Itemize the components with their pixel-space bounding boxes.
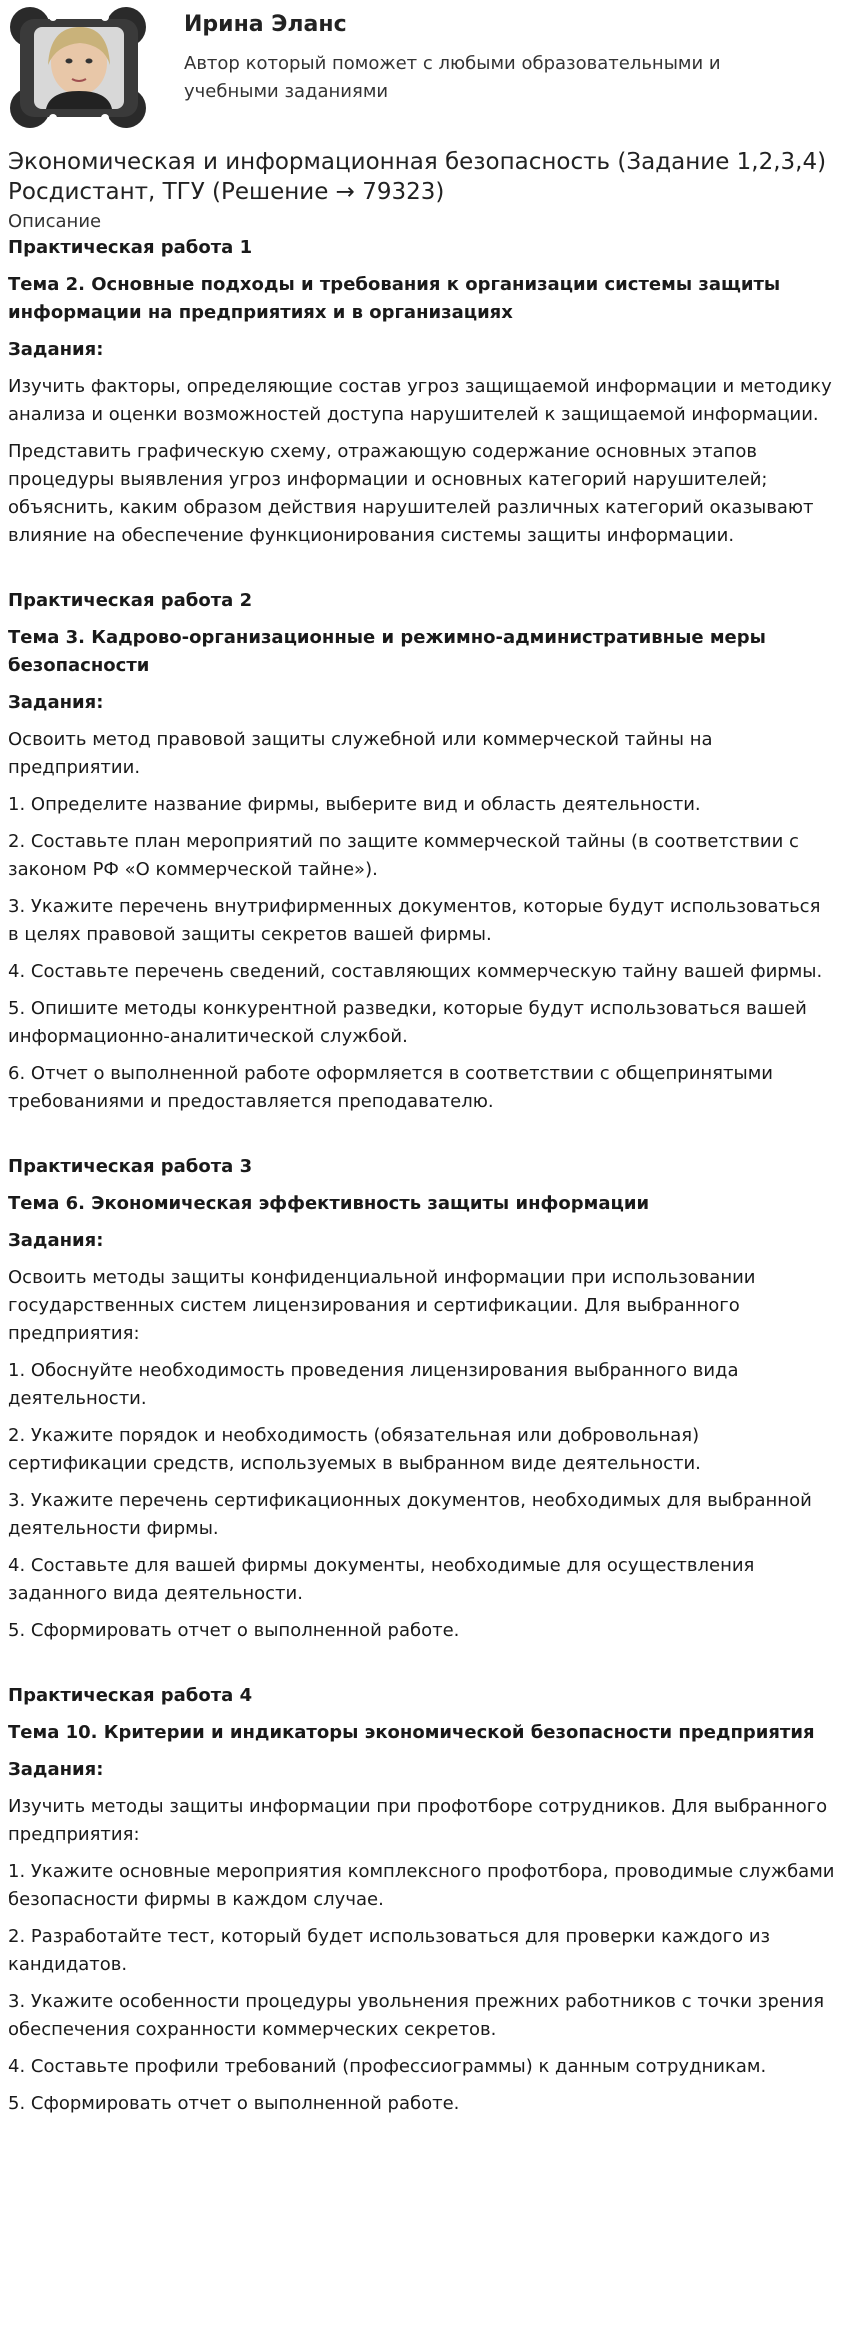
tab-description[interactable]: Описание	[8, 211, 102, 232]
work-title: Практическая работа 2	[8, 590, 253, 611]
task-item: 5. Сформировать отчет о выполненной работе.	[8, 1620, 460, 1641]
task-item: 1. Определите название фирмы, выберите вид и область деятельности.	[8, 794, 701, 815]
task-paragraph: Изучить методы защиты информации при профотборе сотрудников. Для выбранного предприятия:	[8, 1796, 828, 1845]
task-paragraph: Представить графическую схему, отражающую содержание основных этапов процедуры выявления угроз информации и основных категорий нарушителей; объяснить, каким образом действия нарушителей различных категорий оказывают влияние на обеспечение функционирования системы защиты информации.	[8, 441, 814, 546]
product-content	[8, 147, 836, 2127]
practical-work-1	[8, 234, 836, 550]
task-item: 5. Сформировать отчет о выполненной работе.	[8, 2093, 460, 2114]
page-title: Экономическая и информационная безопасность (Задание 1,2,3,4) Росдистант, ТГУ (Решение → 79323)	[8, 149, 827, 205]
practical-work-2	[8, 587, 836, 1116]
avatar-photo	[8, 5, 150, 130]
work-title: Практическая работа 1	[8, 237, 253, 258]
author-name[interactable]: Ирина Эланс	[184, 12, 347, 37]
section-gap	[8, 559, 836, 587]
tasks-label: Задания:	[8, 1230, 104, 1251]
work-topic: Тема 2. Основные подходы и требования к организации системы защиты информации на предприятиях и в организациях	[8, 274, 781, 323]
task-paragraph: Изучить факторы, определяющие состав угроз защищаемой информации и методику анализа и оценки возможностей доступа нарушителей к защищаемой информации.	[8, 376, 832, 425]
task-item: 2. Разработайте тест, который будет использоваться для проверки каждого из кандидатов.	[8, 1926, 771, 1975]
task-item: 4. Составьте для вашей фирмы документы, необходимые для осуществления заданного вида деятельности.	[8, 1555, 755, 1604]
section-gap	[8, 1125, 836, 1153]
task-paragraph: Освоить метод правовой защиты служебной или коммерческой тайны на предприятии.	[8, 729, 713, 778]
task-item: 1. Укажите основные мероприятия комплексного профотбора, проводимые службами безопасности фирмы в каждом случае.	[8, 1861, 835, 1910]
task-item: 2. Укажите порядок и необходимость (обязательная или добровольная) сертификации средств, используемых в выбранном виде деятельности.	[8, 1425, 701, 1474]
task-item: 3. Укажите перечень сертификационных документов, необходимых для выбранной деятельности фирмы.	[8, 1490, 812, 1539]
work-topic: Тема 10. Критерии и индикаторы экономической безопасности предприятия	[8, 1722, 815, 1743]
task-item: 3. Укажите перечень внутрифирменных документов, которые будут использоваться в целях правовой защиты секретов вашей фирмы.	[8, 896, 821, 945]
task-item: 6. Отчет о выполненной работе оформляется в соответствии с общепринятыми требованиями и предоставляется преподавателю.	[8, 1063, 773, 1112]
work-topic: Тема 6. Экономическая эффективность защиты информации	[8, 1193, 650, 1214]
task-item: 3. Укажите особенности процедуры увольнения прежних работников с точки зрения обеспечения сохранности коммерческих секретов.	[8, 1991, 825, 2040]
avatar[interactable]	[8, 5, 150, 130]
task-item: 4. Составьте перечень сведений, составляющих коммерческую тайну вашей фирмы.	[8, 961, 823, 982]
section-gap	[8, 1654, 836, 1682]
tasks-label: Задания:	[8, 1759, 104, 1780]
task-item: 2. Составьте план мероприятий по защите коммерческой тайны (в соответствии с законом РФ «О коммерческой тайне»).	[8, 831, 799, 880]
work-title: Практическая работа 3	[8, 1156, 253, 1177]
task-item: 4. Составьте профили требований (профессиограммы) к данным сотрудникам.	[8, 2056, 767, 2077]
task-item: 1. Обоснуйте необходимость проведения лицензирования выбранного вида деятельности.	[8, 1360, 739, 1409]
tasks-label: Задания:	[8, 692, 104, 713]
task-paragraph: Освоить методы защиты конфиденциальной информации при использовании государственных систем лицензирования и сертификации. Для выбранного предприятия:	[8, 1267, 756, 1344]
task-item: 5. Опишите методы конкурентной разведки, которые будут использоваться вашей информационно-аналитической службой.	[8, 998, 807, 1047]
work-topic: Тема 3. Кадрово-организационные и режимно-административные меры безопасности	[8, 627, 766, 676]
work-title: Практическая работа 4	[8, 1685, 253, 1706]
practical-work-3	[8, 1153, 836, 1645]
author-description: Автор который поможет с любыми образовательными и учебными заданиями	[184, 53, 721, 102]
tasks-label: Задания:	[8, 339, 104, 360]
description-body	[8, 234, 836, 2118]
practical-work-4	[8, 1682, 836, 2118]
author-card	[0, 0, 847, 140]
